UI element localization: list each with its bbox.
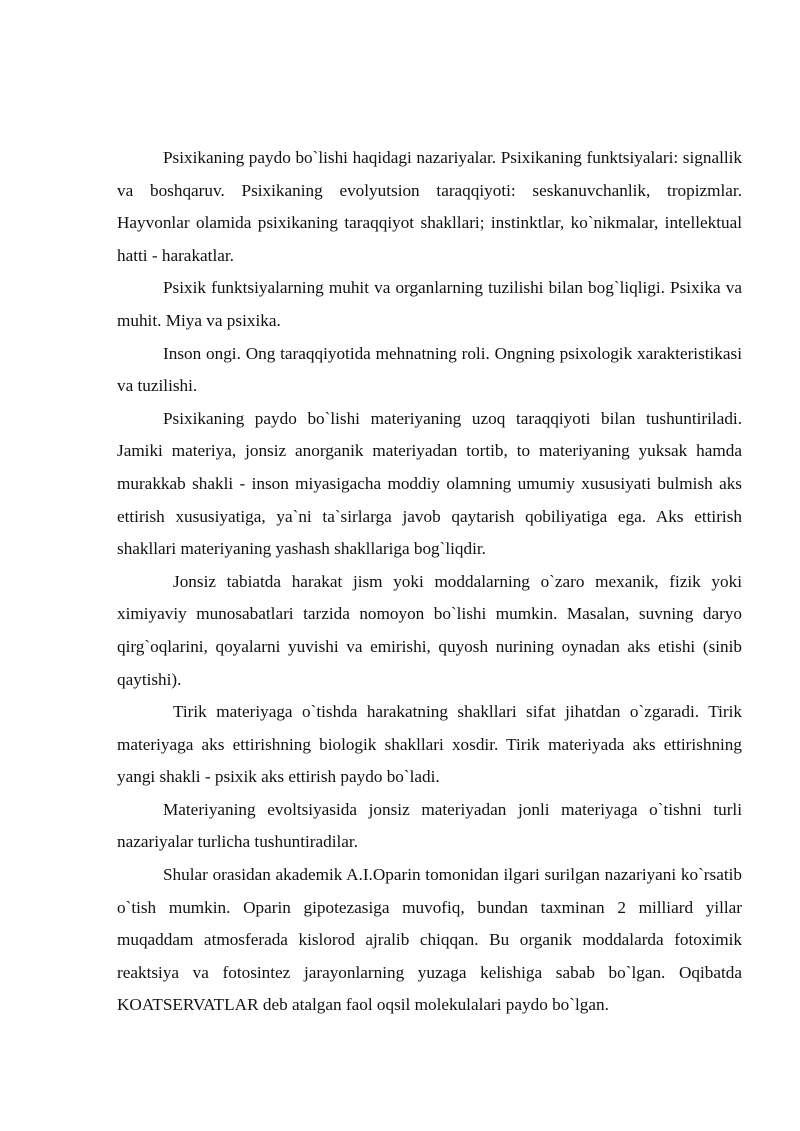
paragraph-8: Shular orasidan akademik A.I.Oparin tomonidan ilgari surilgan nazariyani ko`rsatib o`tish mumkin. Oparin gipotezasiga muvofiq, bundan taxminan 2 milliard yillar muqaddam atmosferada kislorod ajralib chiqqan. Bu organik moddalarda fotoximik reaktsiya va fotosintez jarayonlarning yuzaga kelishiga sabab bo`lgan. Oqibatda KOATSERVATLAR deb atalgan faol oqsil molekulalari paydo bo`lgan. [117,865,742,1015]
paragraph-4: Psixikaning paydo bo`lishi materiyaning uzoq taraqqiyoti bilan tushuntiriladi. Jamiki materiya, jonsiz anorganik materiyadan tortib, to materiyaning yuksak hamda murakkab shakli - inson miyasigacha moddiy olamning umumiy xususiyati bulmish aks ettirish xususiyatiga, ya`ni ta`sirlarga javob qaytarish qobiliyatiga ega. Aks ettirish shakllari materiyaning yashash shakllariga bog`liqdir. [117,408,742,559]
paragraph-2: Psixik funktsiyalarning muhit va organlarning tuzilishi bilan bog`liqligi. Psixika va muhit. Miya va psixika. [117,278,742,330]
paragraph-6: Tirik materiyaga o`tishda harakatning shakllari sifat jihatdan o`zgaradi. Tirik materiyaga aks ettirishning biologik shakllari xosdir. Tirik materiyada aks ettirishning yangi shakli - psixik aks ettirish paydo bo`ladi. [117,702,742,787]
paragraph-3: Inson ongi. Ong taraqqiyotida mehnatning roli. Ongning psixologik xarakteristikasi va tuzilishi. [117,343,742,396]
paragraph-7: Materiyaning evoltsiyasida jonsiz materiyadan jonli materiyaga o`tishni turli nazariyalar turlicha tushuntiradilar. [117,799,742,852]
document-page [117,142,742,1022]
paragraph-5: Jonsiz tabiatda harakat jism yoki moddalarning o`zaro mexanik, fizik yoki ximiyaviy munosabatlari tarzida nomoyon bo`lishi mumkin. Masalan, suvning daryo qirg`oqlarini, qoyalarni yuvishi va emirishi, quyosh nurining oynadan aks etishi (sinib qaytishi). [117,571,742,689]
paragraph-1: Psixikaning paydo bo`lishi haqidagi nazariyalar. Psixikaning funktsiyalari: signallik va boshqaruv. Psixikaning evolyutsion taraqqiyoti: seskanuvchanlik, tropizmlar. Hayvonlar olamida psixikaning taraqqiyot shakllari; instinktlar, ko`nikmalar, intellektual hatti - harakatlar. [117,148,742,265]
